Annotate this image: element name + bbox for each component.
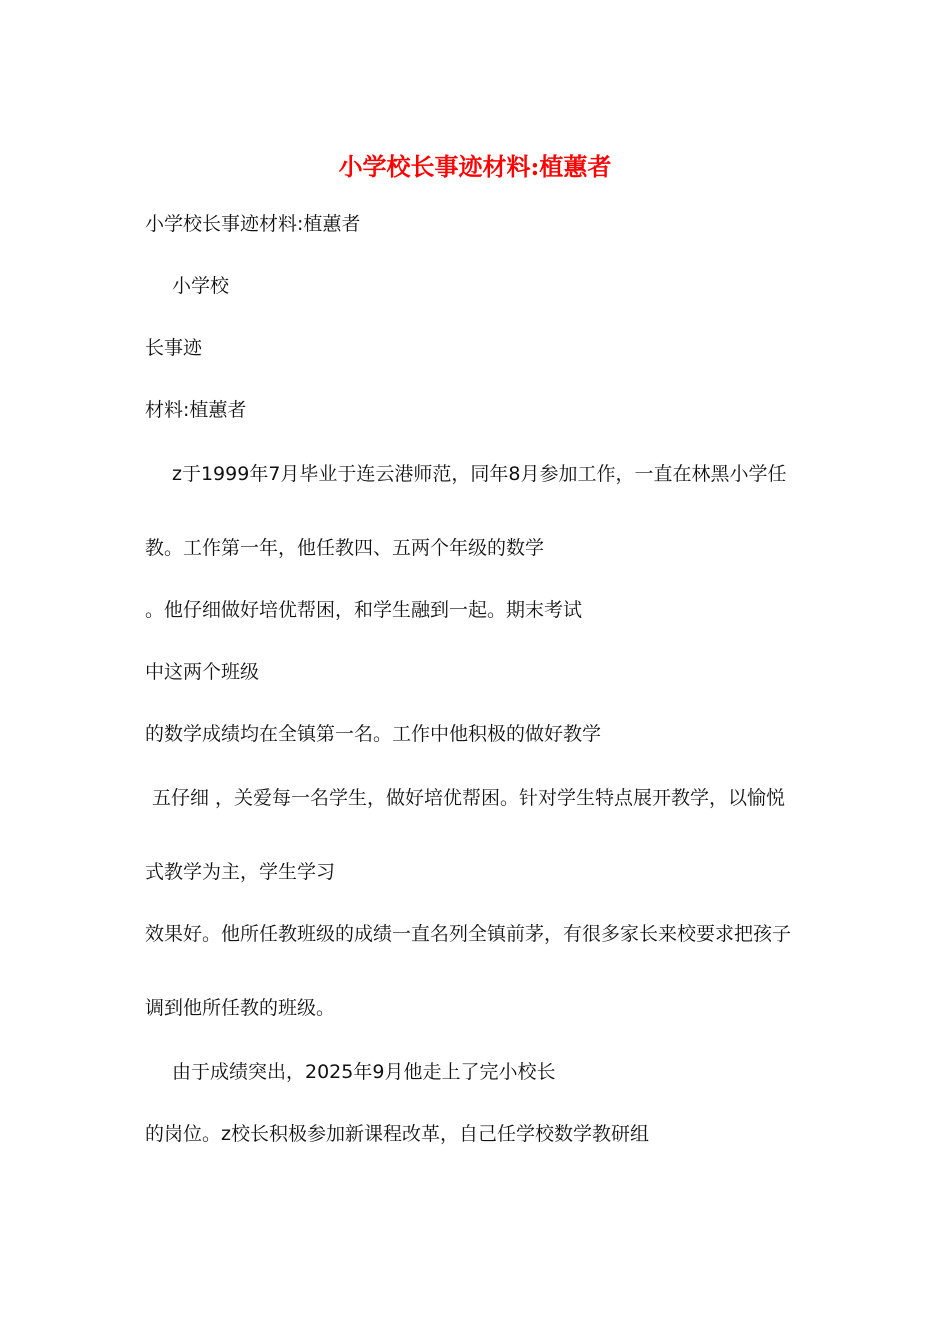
paragraph-line-2: 小学校 [172,275,230,297]
paragraph-line-12: 效果好。他所任教班级的成绩一直名列全镇前茅，有很多家长来校要求把孩子 [145,923,792,945]
paragraph-line-15: 的岗位。z校长积极参加新课程改革，自己任学校数学教研组 [145,1123,649,1145]
paragraph-line-6: 教。工作第一年，他任教四、五两个年级的数学 [145,537,545,559]
paragraph-line-8: 中这两个班级 [145,661,260,683]
paragraph-line-5: z于1999年7月毕业于连云港师范，同年8月参加工作，一直在林黑小学任 [172,463,787,485]
document-title: 小学校长事迹材料:植蕙者 [338,152,612,181]
paragraph-line-11: 式教学为主，学生学习 [145,861,336,883]
paragraph-line-3: 长事迹 [145,337,203,359]
paragraph-line-7: 。他仔细做好培优帮困，和学生融到一起。期末考试 [145,599,583,621]
paragraph-line-1: 小学校长事迹材料:植蕙者 [145,213,361,235]
paragraph-line-10: 五仔细 ，关爱每一名学生，做好培优帮困。针对学生特点展开教学，以愉悦 [152,787,786,809]
paragraph-line-4: 材料:植蕙者 [145,399,247,421]
paragraph-line-9: 的数学成绩均在全镇第一名。工作中他积极的做好教学 [145,723,602,745]
paragraph-line-14: 由于成绩突出，2025年9月他走上了完小校长 [172,1061,556,1083]
paragraph-line-13: 调到他所任教的班级。 [145,997,336,1019]
